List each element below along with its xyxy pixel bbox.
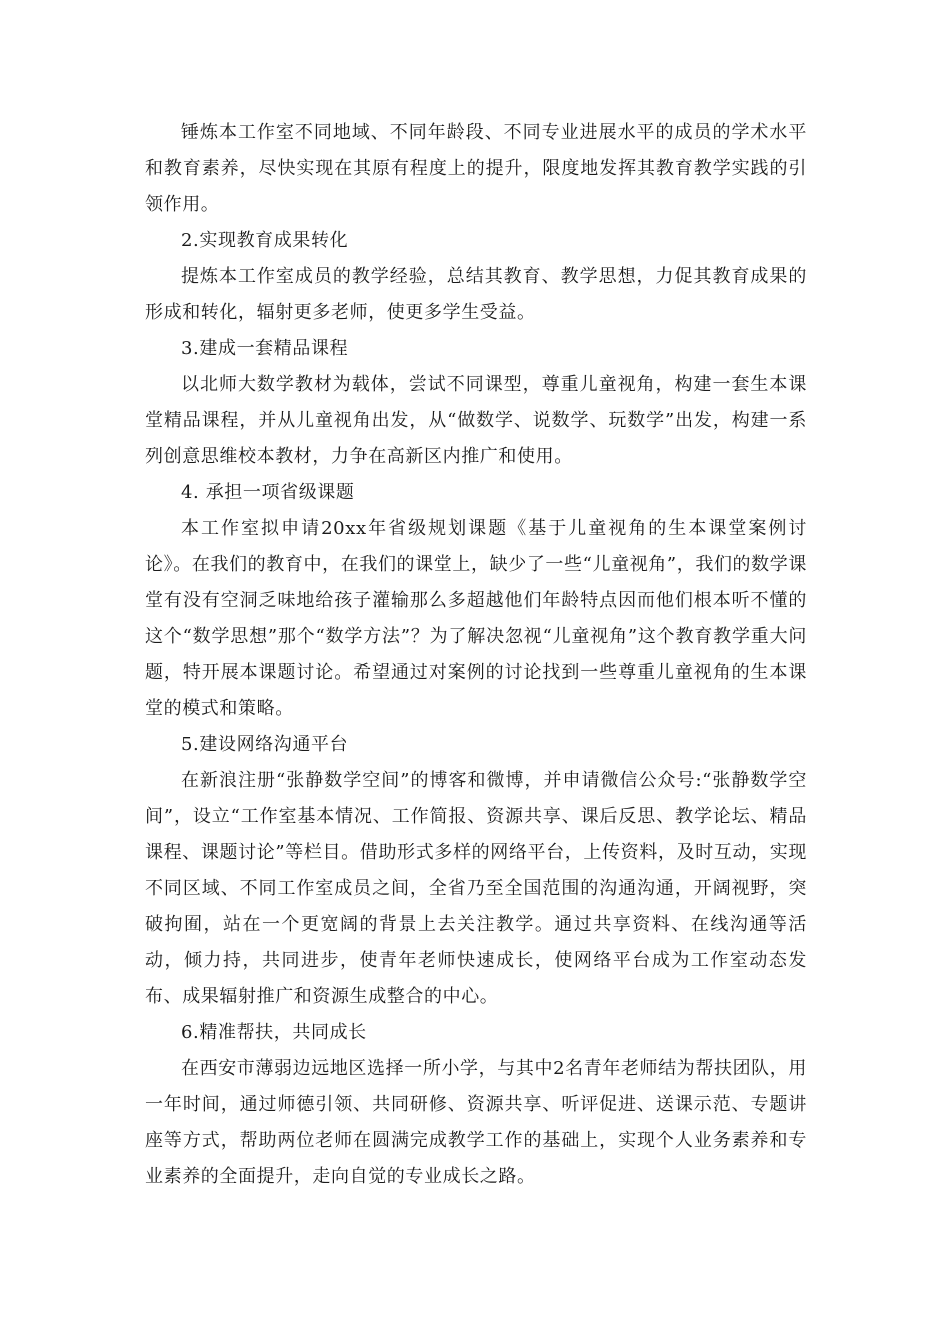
- section-heading: 6.精准帮扶，共同成长: [181, 1022, 367, 1043]
- body-paragraph: 在西安市薄弱边远地区选择一所小学，与其中2名青年老师结为帮扶团队，用一年时间，通过师德引领、共同研修、资源共享、听评促进、送课示范、专题讲座等方式，帮助两位老师在圆满完成教学工作的基础上，实现个人业务素养和专业素养的全面提升，走向自觉的专业成长之路。: [145, 1058, 807, 1187]
- body-paragraph: 以北师大数学教材为载体，尝试不同课型，尊重儿童视角，构建一套生本课堂精品课程，并从儿童视角出发，从“做数学、说数学、玩数学”出发，构建一系列创意思维校本教材，力争在高新区内推广和使用。: [145, 374, 807, 467]
- section-heading: 3.建成一套精品课程: [181, 338, 349, 359]
- document-body: [145, 115, 807, 1195]
- section-heading: 2.实现教育成果转化: [181, 230, 349, 251]
- body-paragraph: 在新浪注册“张静数学空间”的博客和微博，并申请微信公众号:“张静数学空间”，设立“工作室基本情况、工作简报、资源共享、课后反思、教学论坛、精品课程、课题讨论”等栏目。借助形式多样的网络平台，上传资料，及时互动，实现不同区域、不同工作室成员之间，全省乃至全国范围的沟通沟通，开阔视野，突破拘囿，站在一个更宽阔的背景上去关注教学。通过共享资料、在线沟通等活动，倾力持，共同进步，使青年老师快速成长，使网络平台成为工作室动态发布、成果辐射推广和资源生成整合的中心。: [145, 770, 807, 1007]
- section-heading: 5.建设网络沟通平台: [181, 734, 349, 755]
- body-paragraph: 本工作室拟申请20xx年省级规划课题《基于儿童视角的生本课堂案例讨论》。在我们的教育中，在我们的课堂上，缺少了一些“儿童视角”，我们的数学课堂有没有空洞乏味地给孩子灌输那么多超越他们年龄特点因而他们根本听不懂的这个“数学思想”那个“数学方法”？为了解决忽视“儿童视角”这个教育教学重大问题，特开展本课题讨论。希望通过对案例的讨论找到一些尊重儿童视角的生本课堂的模式和策略。: [145, 518, 807, 719]
- body-paragraph: 提炼本工作室成员的教学经验，总结其教育、教学思想，力促其教育成果的形成和转化，辐射更多老师，使更多学生受益。: [145, 266, 807, 323]
- body-paragraph: 锤炼本工作室不同地域、不同年龄段、不同专业进展水平的成员的学术水平和教育素养，尽快实现在其原有程度上的提升，限度地发挥其教育教学实践的引领作用。: [145, 122, 807, 215]
- section-heading: 4. 承担一项省级课题: [181, 482, 355, 503]
